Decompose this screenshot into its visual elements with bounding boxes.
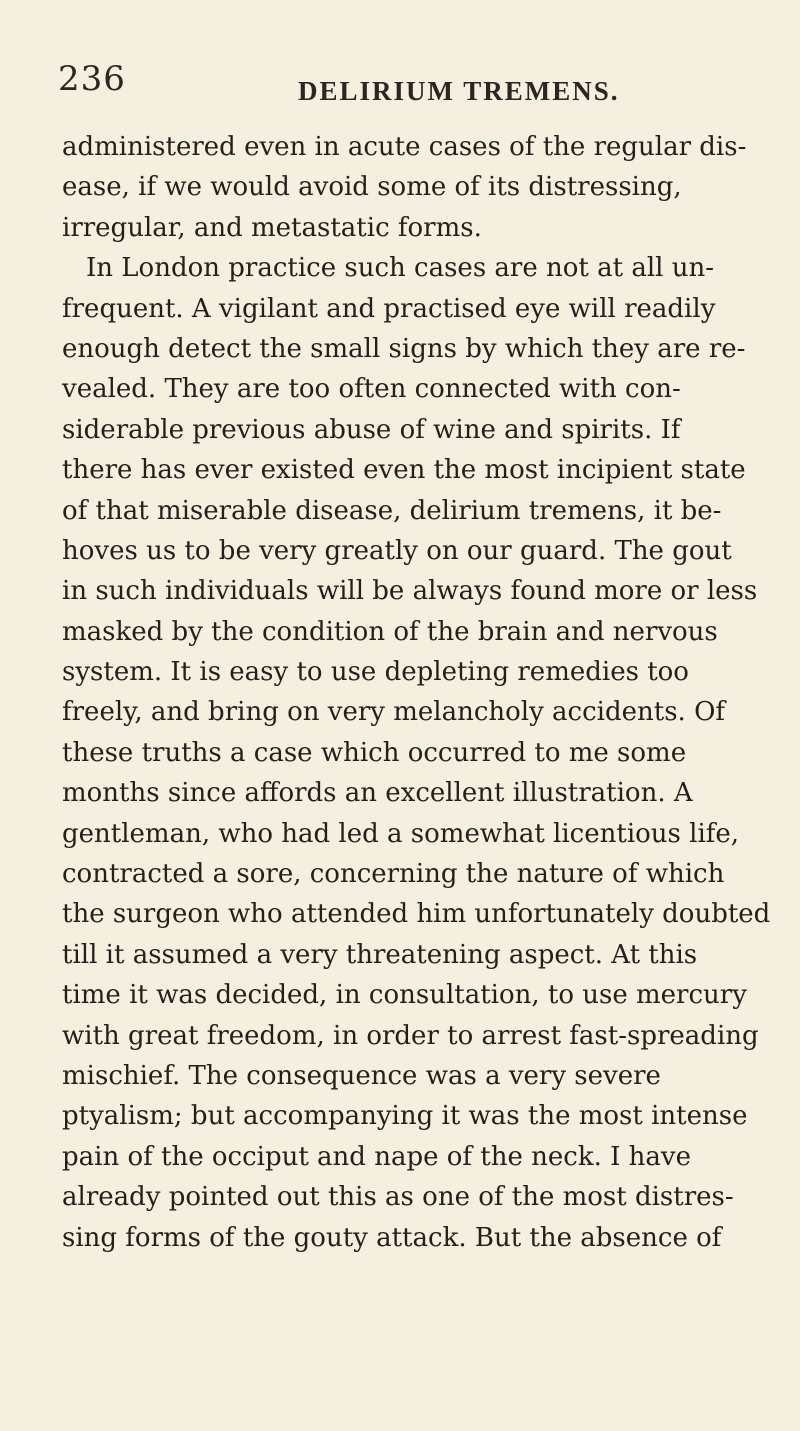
text-line: mischief. The consequence was a very severe bbox=[62, 1060, 661, 1091]
text-line: till it assumed a very threatening aspect. At this bbox=[62, 939, 698, 970]
text-line: time it was decided, in consultation, to use mercury bbox=[62, 980, 747, 1011]
text-line: enough detect the small signs by which they are re- bbox=[62, 333, 746, 364]
text-line: sing forms of the gouty attack. But the absence of bbox=[62, 1222, 722, 1253]
text-line: ptyalism; but accompanying it was the most intense bbox=[62, 1101, 748, 1132]
body-text bbox=[62, 127, 792, 1258]
text-line: in such individuals will be always found more or less bbox=[62, 576, 758, 607]
text-line: masked by the condition of the brain and nervous bbox=[62, 616, 718, 647]
paragraph-start-line: In London practice such cases are not at all un- bbox=[86, 253, 714, 284]
text-line: frequent. A vigilant and practised eye will readily bbox=[62, 293, 716, 324]
text-line: irregular, and metastatic forms. bbox=[62, 212, 482, 243]
text-line: ease, if we would avoid some of its distressing, bbox=[62, 172, 682, 203]
text-line: there has ever existed even the most incipient state bbox=[62, 455, 746, 486]
text-line: already pointed out this as one of the most distres- bbox=[62, 1182, 734, 1213]
text-line: pain of the occiput and nape of the neck. I have bbox=[62, 1141, 691, 1172]
text-line: hoves us to be very greatly on our guard. The gout bbox=[62, 535, 732, 566]
page-header bbox=[58, 59, 798, 112]
text-line: of that miserable disease, delirium tremens, it be- bbox=[62, 495, 722, 526]
text-line: the surgeon who attended him unfortunately doubted bbox=[62, 899, 771, 930]
page-number: 236 bbox=[58, 59, 126, 99]
text-line: freely, and bring on very melancholy accidents. Of bbox=[62, 697, 726, 728]
text-line: months since affords an excellent illustration. A bbox=[62, 778, 693, 809]
text-line: system. It is easy to use depleting remedies too bbox=[62, 657, 689, 688]
text-line: with great freedom, in order to arrest fast-spreading bbox=[62, 1020, 759, 1051]
text-line: these truths a case which occurred to me some bbox=[62, 737, 687, 768]
running-head: DELIRIUM TREMENS. bbox=[298, 76, 620, 106]
text-line: gentleman, who had led a somewhat licentious life, bbox=[62, 818, 740, 849]
text-line: administered even in acute cases of the regular dis- bbox=[62, 132, 747, 162]
text-line: contracted a sore, concerning the nature of which bbox=[62, 859, 725, 890]
text-line: vealed. They are too often connected with con- bbox=[62, 374, 681, 405]
text-line: siderable previous abuse of wine and spirits. If bbox=[62, 414, 681, 445]
